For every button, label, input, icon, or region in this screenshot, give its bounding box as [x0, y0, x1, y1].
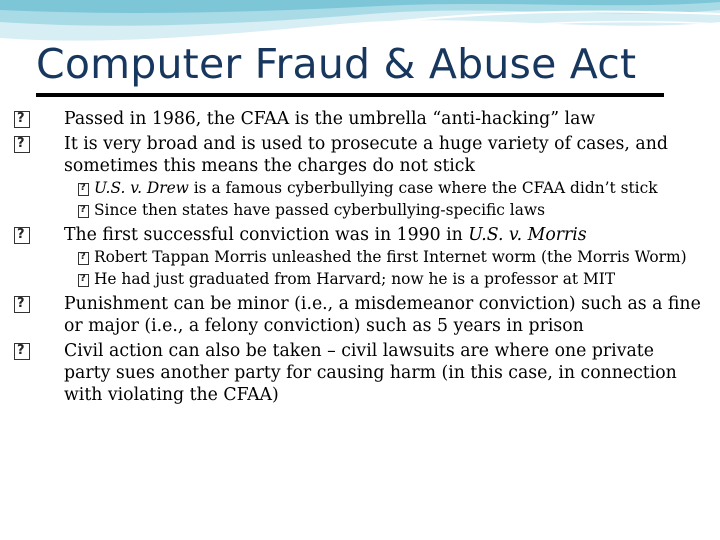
- title-underline: [36, 93, 664, 97]
- bullet-cfaa-broad: ? It is very broad and is used to prosecute a huge variety of cases, and sometimes this means the charges do not stick: [14, 133, 704, 177]
- subbullet-drew-case: ? U.S. v. Drew is a famous cyberbullying case where the CFAA didn’t stick: [14, 180, 704, 197]
- slide-body: [14, 108, 704, 409]
- bullet-icon: [78, 205, 89, 218]
- bullet-cfaa-passed: ? Passed in 1986, the CFAA is the umbrella “anti-hacking” law: [14, 108, 704, 130]
- bullet-punishment: ? Punishment can be minor (i.e., a misdemeanor conviction) such as a fine or major (i.e., a felony conviction) such as 5 years in prison: [14, 293, 704, 337]
- case-name: U.S. v. Morris: [468, 225, 587, 245]
- slide-title: Computer Fraud & Abuse Act: [36, 40, 637, 88]
- bullet-icon: [78, 274, 89, 287]
- bullet-icon: [14, 111, 30, 128]
- bullet-icon: [78, 252, 89, 265]
- bullet-civil-action: ? Civil action can also be taken – civil lawsuits are where one private party sues another party for causing harm (in this case, in connection with violating the CFAA): [14, 340, 704, 406]
- bullet-icon: [14, 136, 30, 153]
- case-name: U.S. v. Drew: [94, 179, 189, 197]
- subbullet-harvard-mit: ? He had just graduated from Harvard; now he is a professor at MIT: [14, 271, 704, 288]
- bullet-icon: [14, 296, 30, 313]
- subbullet-morris-worm: ? Robert Tappan Morris unleashed the first Internet worm (the Morris Worm): [14, 249, 704, 266]
- bullet-icon: [78, 183, 89, 196]
- bullet-first-conviction: ? The first successful conviction was in 1990 in U.S. v. Morris: [14, 224, 704, 246]
- bullet-icon: [14, 343, 30, 360]
- subbullet-state-laws: ? Since then states have passed cyberbullying-specific laws: [14, 202, 704, 219]
- bullet-icon: [14, 227, 30, 244]
